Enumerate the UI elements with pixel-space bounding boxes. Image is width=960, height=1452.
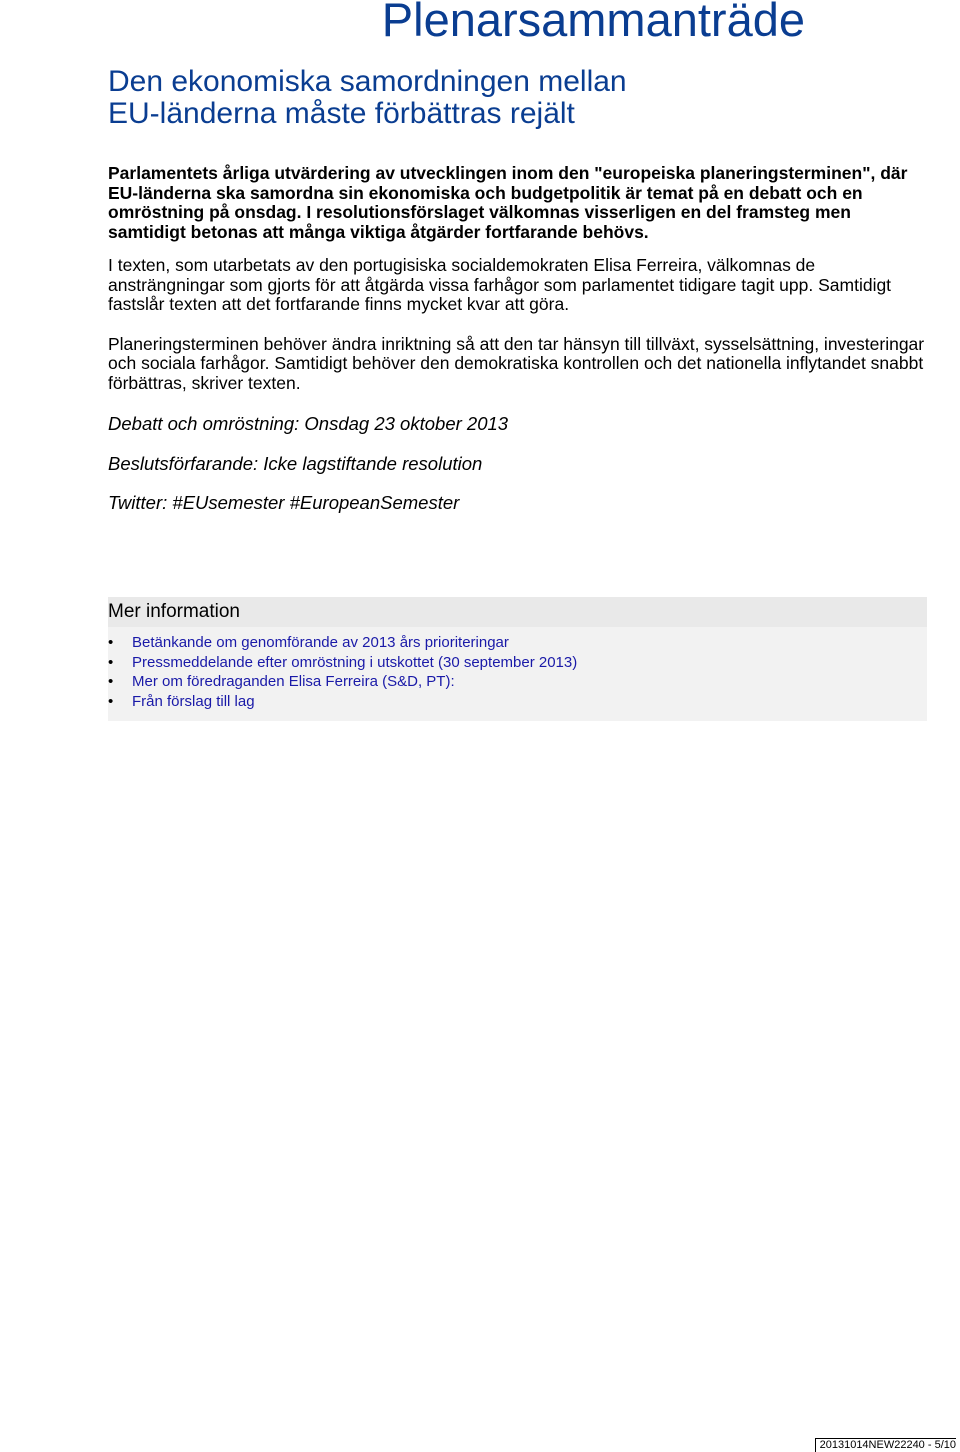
bullet-icon: • <box>108 673 114 691</box>
article-paragraph: Planeringsterminen behöver ändra inriktning så att den tar hänsyn till tillväxt, sysselsättning, investeringar och sociala farhågor. Samtidigt behöver den demokratiska kontrollen och det nationella inflytandet snabbt förbättras, skriver texten. <box>108 333 925 393</box>
list-item <box>108 672 927 692</box>
page-footer: 20131014NEW22240 - 5/10 <box>815 1438 956 1452</box>
link-report[interactable]: Betänkande om genomförande av 2013 års prioriteringar <box>132 634 509 651</box>
header-title: Plenarsammanträde <box>381 0 805 46</box>
more-information-heading: Mer information <box>108 597 927 627</box>
article-paragraph: I texten, som utarbetats av den portugisiska socialdemokraten Elisa Ferreira, välkomnas de ansträngningar som gjorts för att åtgärda vissa farhågor som parlamentet tidigare tagit upp. Samtidigt fastslår texten att det fortfarande finns mycket kvar att göra. <box>108 255 892 314</box>
article-title-line-1: Den ekonomiska samordningen mellan <box>108 65 627 98</box>
bullet-icon: • <box>108 634 114 651</box>
bullet-icon: • <box>108 692 114 710</box>
article-title-line-2: EU-länderna måste förbättras rejält <box>108 97 575 130</box>
article-lead: Parlamentets årliga utvärdering av utvecklingen inom den "europeiska planeringsterminen", där EU-länderna ska samordna sin ekonomiska och budgetpolitik är temat på en debatt och en omröstning på onsdag. I resolutionsförslaget välkomnas visserligen en del framsteg men samtidigt betonas att många viktiga åtgärder fortfarande behövs. <box>108 163 908 242</box>
link-procedure[interactable]: Från förslag till lag <box>132 692 255 710</box>
debate-date: Debatt och omröstning: Onsdag 23 oktober 2013 <box>108 413 509 434</box>
article-title <box>108 66 928 130</box>
link-rapporteur[interactable]: Mer om föredraganden Elisa Ferreira (S&D, PT): <box>132 673 455 691</box>
more-information-box <box>108 597 927 721</box>
article <box>108 66 928 532</box>
bullet-icon: • <box>108 653 114 671</box>
list-item <box>108 692 927 712</box>
twitter-tags: Twitter: #EUsemester #EuropeanSemester <box>108 492 460 513</box>
link-press-release[interactable]: Pressmeddelande efter omröstning i utskottet (30 september 2013) <box>132 653 578 671</box>
procedure: Beslutsförfarande: Icke lagstiftande resolution <box>108 452 483 474</box>
list-item <box>108 653 927 673</box>
list-item <box>108 633 927 653</box>
more-information-links <box>108 627 927 721</box>
